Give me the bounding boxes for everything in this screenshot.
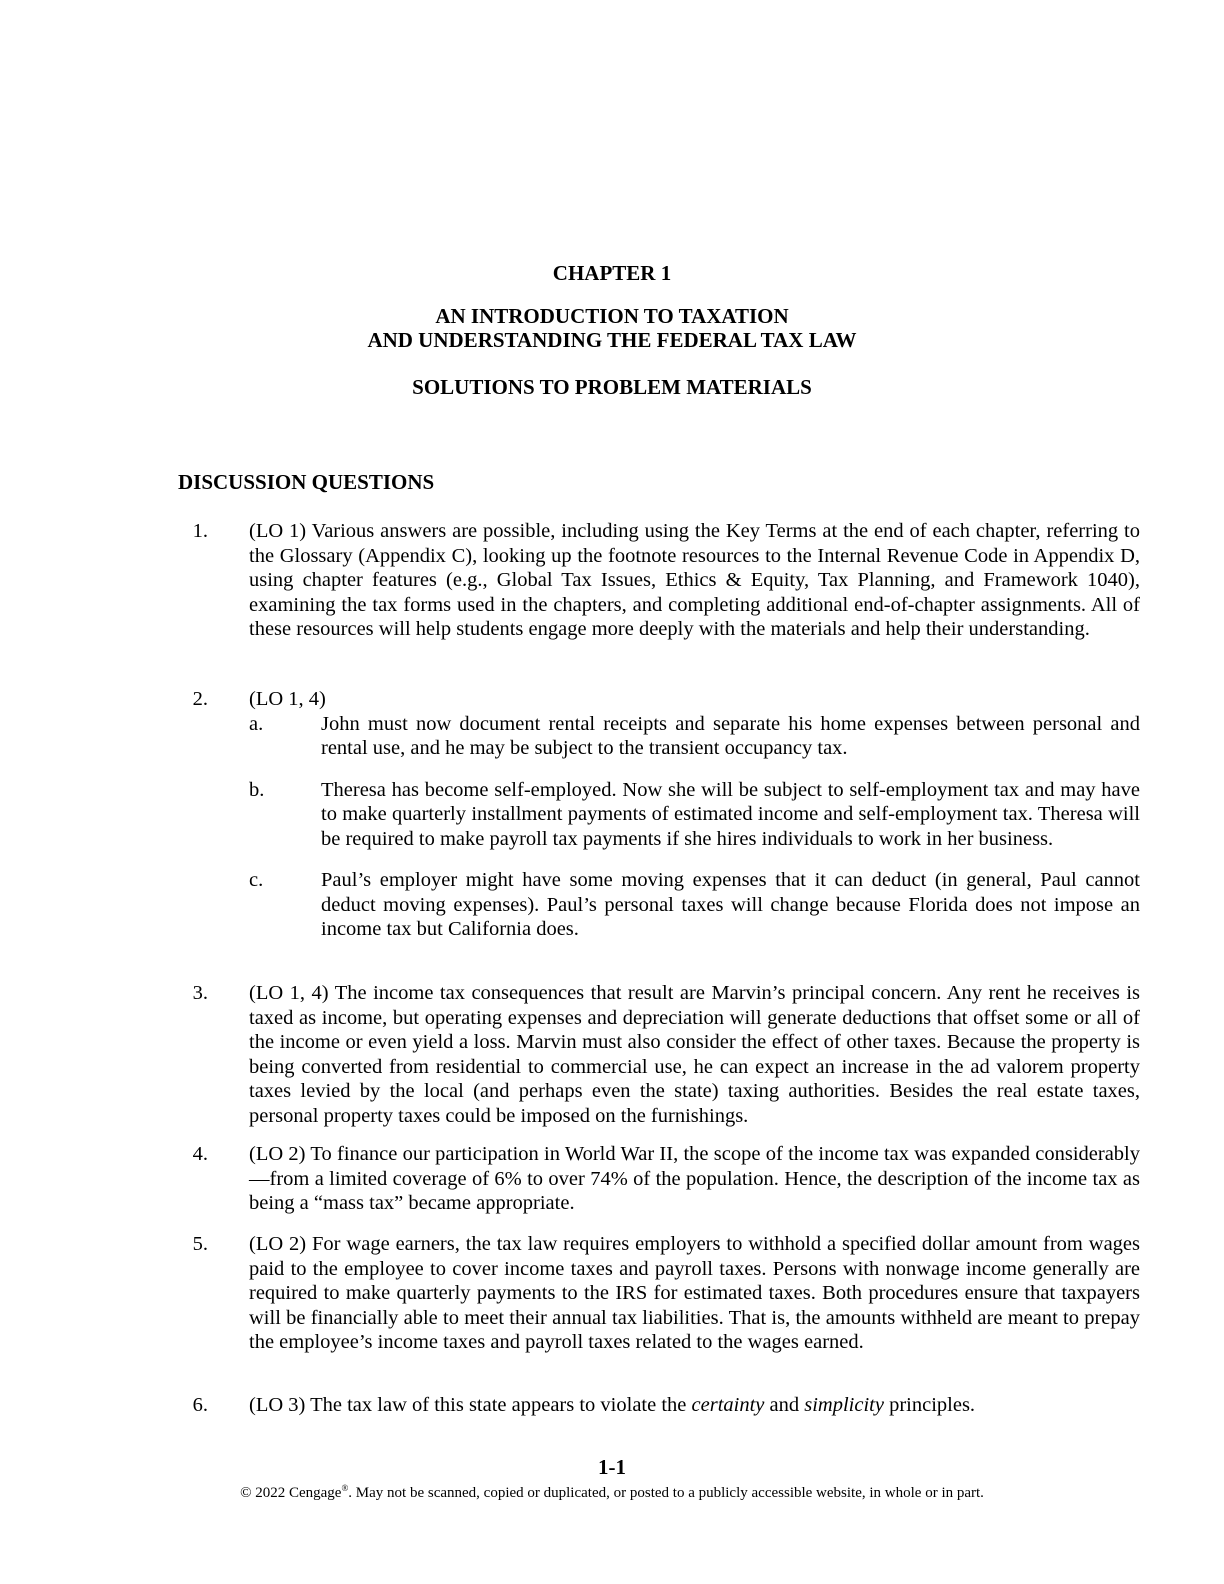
section-heading: DISCUSSION QUESTIONS	[178, 470, 435, 494]
question-number: 6.	[192, 1394, 208, 1416]
question-part-c	[249, 868, 1140, 942]
question-number: 3.	[192, 982, 208, 1004]
emphasis-certainty: certainty	[691, 1394, 765, 1416]
part-letter: c.	[249, 869, 264, 891]
question-text: (LO 1, 4) The income tax consequences that result are Marvin’s principal concern. Any rent he receives is taxed as income, but operating expenses and depreciation will generate deductions that offset some or all of the income or even yield a loss. Marvin must also consider the effect of other taxes. Because the property is being converted from residential to commercial use, he can expect an increase in the ad valorem property taxes levied by the local (and perhaps even the state) taxing authorities. Besides the real estate taxes, personal property taxes could be imposed on the furnishings.	[249, 982, 1140, 1127]
emphasis-simplicity: simplicity	[804, 1394, 884, 1416]
chapter-title-line2: AND UNDERSTANDING THE FEDERAL TAX LAW	[367, 328, 857, 352]
question-number: 2.	[192, 688, 208, 710]
question-text: (LO 2) To finance our participation in World War II, the scope of the income tax was expanded considerably—from a limited coverage of 6% to over 74% of the population. Hence, the description of the income tax as being a “mass tax” became appropriate.	[249, 1143, 1140, 1214]
part-text: John must now document rental receipts and separate his home expenses between personal and rental use, and he may be subject to the transient occupancy tax.	[321, 712, 1140, 759]
question-3	[178, 981, 1140, 1128]
chapter-title-line1: AN INTRODUCTION TO TAXATION	[435, 304, 789, 328]
question-text: (LO 1, 4)	[249, 688, 326, 710]
question-1	[178, 519, 1140, 642]
chapter-title	[0, 304, 1224, 352]
question-5	[178, 1232, 1140, 1355]
question-text: (LO 1) Various answers are possible, including using the Key Terms at the end of each chapter, referring to the Glossary (Appendix C), looking up the footnote resources to the Internal Revenue Code in Appendix D, using chapter features (e.g., Global Tax Issues, Ethics & Equity, Tax Planning, and Framework 1040), examining the tax forms used in the chapters, and completing additional end-of-chapter assignments. All of these resources will help students engage more deeply with the materials and help their understanding.	[249, 520, 1140, 640]
chapter-subtitle: SOLUTIONS TO PROBLEM MATERIALS	[412, 375, 812, 399]
part-text: Theresa has become self-employed. Now she will be subject to self-employment tax and may have to make quarterly installment payments of estimated income and self-employment tax. Theresa will be required to make payroll tax payments if she hires individuals to work in her business.	[321, 778, 1140, 850]
question-part-a	[249, 712, 1140, 761]
question-text: (LO 3) The tax law of this state appears to violate the certainty and simplicity principles.	[249, 1394, 976, 1416]
question-number: 5.	[192, 1233, 208, 1255]
part-text: Paul’s employer might have some moving expenses that it can deduct (in general, Paul cannot deduct moving expenses). Paul’s personal taxes will change because Florida does not impose an income tax but California does.	[321, 869, 1140, 940]
question-4	[178, 1142, 1140, 1216]
question-2	[178, 687, 1140, 942]
copyright-notice: © 2022 Cengage®. May not be scanned, copied or duplicated, or posted to a publicly accessible website, in whole or in part.	[240, 1483, 984, 1501]
question-6	[178, 1393, 1140, 1418]
chapter-label: CHAPTER 1	[552, 261, 672, 285]
question-text: (LO 2) For wage earners, the tax law requires employers to withhold a specified dollar amount from wages paid to the employee to cover income taxes and payroll taxes. Persons with nonwage income generally are required to make quarterly payments to the IRS for estimated taxes. Both procedures ensure that taxpayers will be financially able to meet their annual tax liabilities. That is, the amounts withheld are meant to prepay the employee’s income taxes and payroll taxes related to the wages earned.	[249, 1233, 1140, 1353]
question-part-b	[249, 778, 1140, 852]
question-number: 4.	[192, 1143, 208, 1165]
question-number: 1.	[192, 520, 208, 542]
part-letter: b.	[249, 778, 265, 801]
part-letter: a.	[249, 712, 264, 735]
page-number: 1-1	[598, 1455, 626, 1479]
